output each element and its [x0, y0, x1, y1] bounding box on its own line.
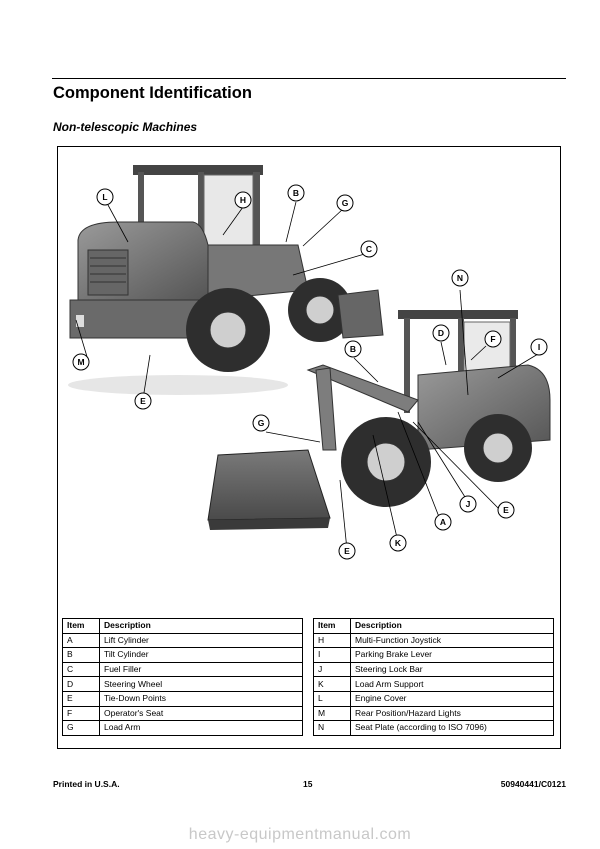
svg-text:E: E: [140, 396, 146, 406]
svg-text:K: K: [394, 538, 402, 548]
table-row: [63, 633, 303, 648]
table-row: [314, 721, 554, 736]
item-description: Tilt Cylinder: [100, 648, 303, 663]
callout-marker: [390, 535, 406, 551]
item-description: Seat Plate (according to ISO 7096): [351, 721, 554, 736]
table-row: [314, 648, 554, 663]
item-description: Fuel Filler: [100, 662, 303, 677]
callout-marker: [73, 354, 89, 370]
item-description: Multi-Function Joystick: [351, 633, 554, 648]
callout-marker: [337, 195, 353, 211]
footer-page-number: 15: [303, 779, 313, 789]
svg-text:F: F: [490, 334, 496, 344]
callout-marker: [345, 341, 361, 357]
svg-text:N: N: [456, 273, 464, 283]
component-table-left: [62, 618, 303, 736]
table-row: [63, 706, 303, 721]
item-code: E: [63, 691, 100, 706]
callout-marker: [339, 543, 355, 559]
callout-marker: [361, 241, 377, 257]
svg-text:B: B: [292, 188, 300, 198]
table-row: [314, 677, 554, 692]
item-code: G: [63, 721, 100, 736]
table-row: [314, 691, 554, 706]
svg-text:E: E: [344, 546, 350, 556]
item-description: Engine Cover: [351, 691, 554, 706]
item-description: Load Arm: [100, 721, 303, 736]
header-description: Description: [100, 619, 303, 634]
item-code: J: [314, 662, 351, 677]
item-description: Steering Wheel: [100, 677, 303, 692]
header-item: Item: [63, 619, 100, 634]
svg-text:D: D: [437, 328, 445, 338]
table-row: [314, 662, 554, 677]
callout-marker: [135, 393, 151, 409]
item-description: Rear Position/Hazard Lights: [351, 706, 554, 721]
footer-printed-in: Printed in U.S.A.: [53, 779, 120, 789]
callout-marker: [235, 192, 251, 208]
table-row: [63, 691, 303, 706]
page-heading: Component Identification: [53, 84, 252, 102]
svg-text:I: I: [537, 342, 541, 352]
svg-text:M: M: [77, 357, 85, 367]
table-header-row: [314, 619, 554, 634]
table-row: [314, 633, 554, 648]
item-description: Load Arm Support: [351, 677, 554, 692]
callout-marker: [498, 502, 514, 518]
callout-marker: [435, 514, 451, 530]
item-code: N: [314, 721, 351, 736]
table-row: [63, 677, 303, 692]
callout-marker: [485, 331, 501, 347]
top-rule: [52, 78, 566, 79]
svg-text:J: J: [465, 499, 471, 509]
table-row: [63, 662, 303, 677]
callout-marker: [460, 496, 476, 512]
svg-text:L: L: [102, 192, 108, 202]
item-code: A: [63, 633, 100, 648]
table-row: [63, 721, 303, 736]
item-description: Parking Brake Lever: [351, 648, 554, 663]
item-code: F: [63, 706, 100, 721]
section-subheading: Non-telescopic Machines: [53, 120, 198, 134]
item-code: L: [314, 691, 351, 706]
callout-marker: [288, 185, 304, 201]
callout-marker: [97, 189, 113, 205]
callout-marker: [433, 325, 449, 341]
item-code: C: [63, 662, 100, 677]
rear-view-loader: [68, 165, 383, 395]
component-table-right: [313, 618, 554, 736]
svg-text:C: C: [365, 244, 373, 254]
callout-marker: [452, 270, 468, 286]
svg-text:H: H: [239, 195, 247, 205]
table-row: [63, 648, 303, 663]
item-description: Lift Cylinder: [100, 633, 303, 648]
svg-text:G: G: [257, 418, 265, 428]
site-watermark: heavy-equipmentmanual.com: [188, 826, 412, 843]
table-row: [314, 706, 554, 721]
footer-document-code: 50940441/C0121: [500, 779, 566, 789]
svg-text:G: G: [341, 198, 349, 208]
item-code: K: [314, 677, 351, 692]
item-code: D: [63, 677, 100, 692]
svg-text:A: A: [439, 517, 447, 527]
item-code: M: [314, 706, 351, 721]
table-header-row: [63, 619, 303, 634]
svg-text:B: B: [349, 344, 357, 354]
callout-marker: [253, 415, 269, 431]
item-code: H: [314, 633, 351, 648]
item-description: Tie-Down Points: [100, 691, 303, 706]
item-description: Steering Lock Bar: [351, 662, 554, 677]
svg-text:E: E: [503, 505, 509, 515]
header-description: Description: [351, 619, 554, 634]
header-item: Item: [314, 619, 351, 634]
callout-marker: [531, 339, 547, 355]
item-description: Operator's Seat: [100, 706, 303, 721]
item-code: I: [314, 648, 351, 663]
item-code: B: [63, 648, 100, 663]
loader-illustration: [58, 150, 558, 570]
